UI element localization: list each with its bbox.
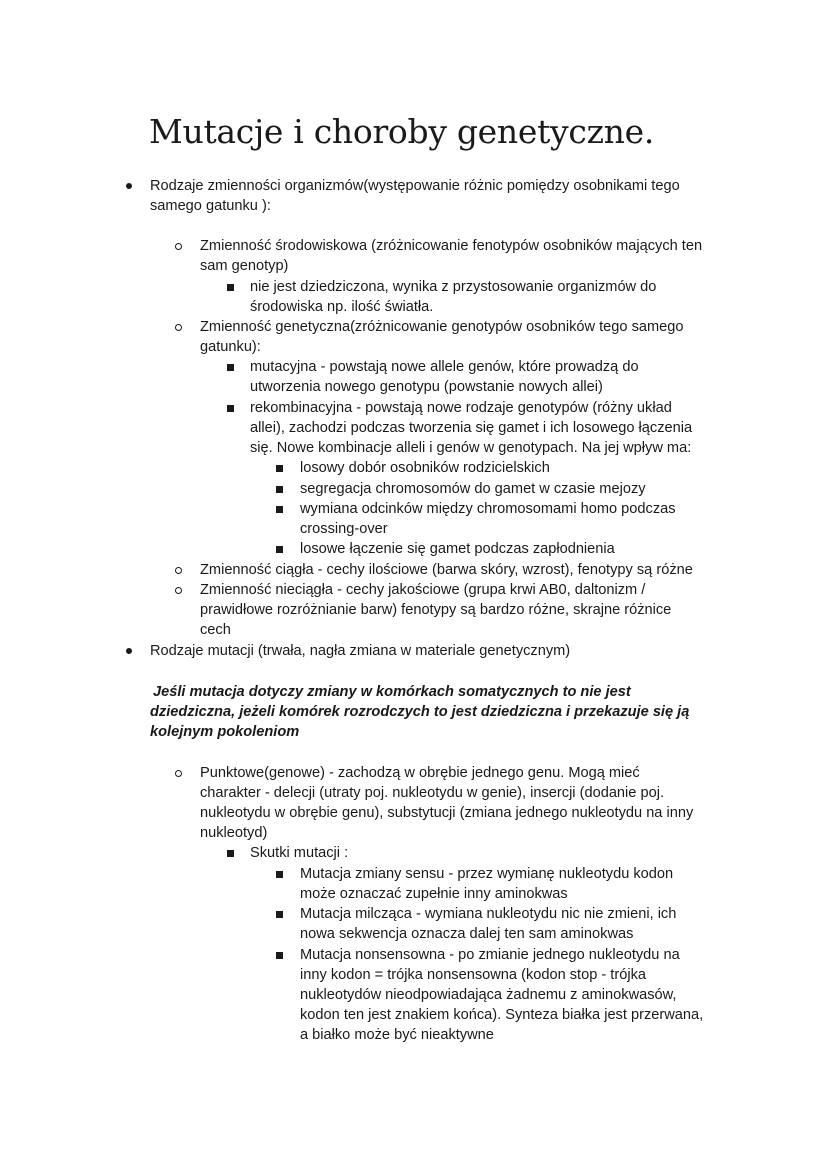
page-title: Mutacje i choroby genetyczne. [149, 112, 655, 151]
list-item-text: inny kodon = trójka nonsensowna (kodon stop - trójka [300, 967, 646, 983]
bullet-square [276, 465, 283, 472]
list-item-text: allei), zachodzi podczas tworzenia się gamet i ich losowego łączenia [250, 420, 693, 436]
bullet-circle [175, 243, 182, 250]
list-item-text: mutacyjna - powstają nowe allele genów, które prowadzą do [250, 359, 639, 375]
list-item-text: Zmienność ciągła - cechy ilościowe (barwa skóry, wzrost), fenotypy są różne [200, 562, 693, 578]
list-item-text: się. Nowe kombinacje alleli i genów w genotypach. Na jej wpływ ma: [250, 440, 692, 456]
list-item-text: Zmienność genetyczna(zróżnicowanie genotypów osobników tego samego [200, 319, 684, 335]
bullet-dot [126, 183, 132, 189]
bullet-square [227, 405, 234, 412]
list-item-text: nukleotydów nieodpowiadająca żadnemu z aminokwasów, [300, 987, 677, 1003]
bullet-square [276, 911, 283, 918]
list-item-text: nowa sekwencja oznacza dalej ten sam aminokwas [300, 926, 634, 942]
bullet-square [276, 506, 283, 513]
note-text: dziedziczna, jeżeli komórek rozrodczych to jest dziedziczna i przekazuje się ją [150, 704, 690, 720]
note-text: Jeśli mutacja dotyczy zmiany w komórkach somatycznych to nie jest [153, 684, 631, 700]
bullet-square [276, 871, 283, 878]
list-item-text: Zmienność środowiskowa (zróżnicowanie fenotypów osobników mających ten [200, 238, 703, 254]
section-heading-line: Rodzaje zmienności organizmów(występowanie różnic pomiędzy osobnikami tego [150, 178, 680, 194]
list-item-text: segregacja chromosomów do gamet w czasie mejozy [300, 481, 646, 497]
section-heading-line: Rodzaje mutacji (trwała, nagła zmiana w materiale genetycznym) [150, 643, 571, 659]
list-item-text: gatunku): [200, 339, 261, 355]
list-item-text: a białko może być nieaktywne [300, 1027, 494, 1043]
list-item-text: kodon ten jest znakiem końca). Synteza białka jest przerwana, [300, 1007, 704, 1023]
list-item-text: środowiska np. ilość światła. [250, 299, 434, 315]
bullet-square [276, 546, 283, 553]
list-item-text: utworzenia nowego genotypu (powstanie nowych allei) [250, 379, 603, 395]
list-item-text: może oznaczać zupełnie inny aminokwas [300, 886, 568, 902]
bullet-dot [126, 648, 132, 654]
list-item-text: losowy dobór osobników rodzicielskich [300, 460, 550, 476]
list-item-text: Skutki mutacji : [250, 845, 349, 861]
list-item-text: cech [200, 622, 231, 638]
list-item-text: Zmienność nieciągła - cechy jakościowe (grupa krwi AB0, daltonizm / [200, 582, 646, 598]
list-item-text: Punktowe(genowe) - zachodzą w obrębie jednego genu. Mogą mieć [200, 765, 640, 781]
list-item-text: losowe łączenie się gamet podczas zapłodnienia [300, 541, 615, 557]
list-item-text: Mutacja milcząca - wymiana nukleotydu nic nie zmieni, ich [300, 906, 677, 922]
list-item-text: sam genotyp) [200, 258, 289, 274]
list-item-text: wymiana odcinków między chromosomami homo podczas [300, 501, 676, 517]
bullet-square [227, 364, 234, 371]
list-item-text: prawidłowe rozróżnianie barw) fenotypy są bardzo różne, skrajne różnice [200, 602, 672, 618]
bullet-square [276, 952, 283, 959]
bullet-circle [175, 324, 182, 331]
list-item-text: Mutacja zmiany sensu - przez wymianę nukleotydu kodon [300, 866, 674, 882]
list-item-text: rekombinacyjna - powstają nowe rodzaje genotypów (różny układ [250, 400, 672, 416]
bullet-square [276, 486, 283, 493]
note-text: kolejnym pokoleniom [150, 724, 300, 740]
list-item-text: charakter - delecji (utraty poj. nukleotydu w genie), insercji (dodanie poj. [200, 785, 664, 801]
bullet-square [227, 850, 234, 857]
list-item-text: nie jest dziedziczona, wynika z przystosowanie organizmów do [250, 279, 657, 295]
list-item-text: nukleotydu w obrębie genu), substytucji (zmiana jednego nukleotydu na inny [200, 805, 694, 821]
bullet-circle [175, 770, 182, 777]
list-item-text: Mutacja nonsensowna - po zmianie jednego nukleotydu na [300, 947, 680, 963]
bullet-circle [175, 567, 182, 574]
bullet-square [227, 284, 234, 291]
list-item-text: nukleotyd) [200, 825, 268, 841]
bullet-circle [175, 587, 182, 594]
list-item-text: crossing-over [300, 521, 388, 537]
section-heading-line: samego gatunku ): [150, 198, 271, 214]
